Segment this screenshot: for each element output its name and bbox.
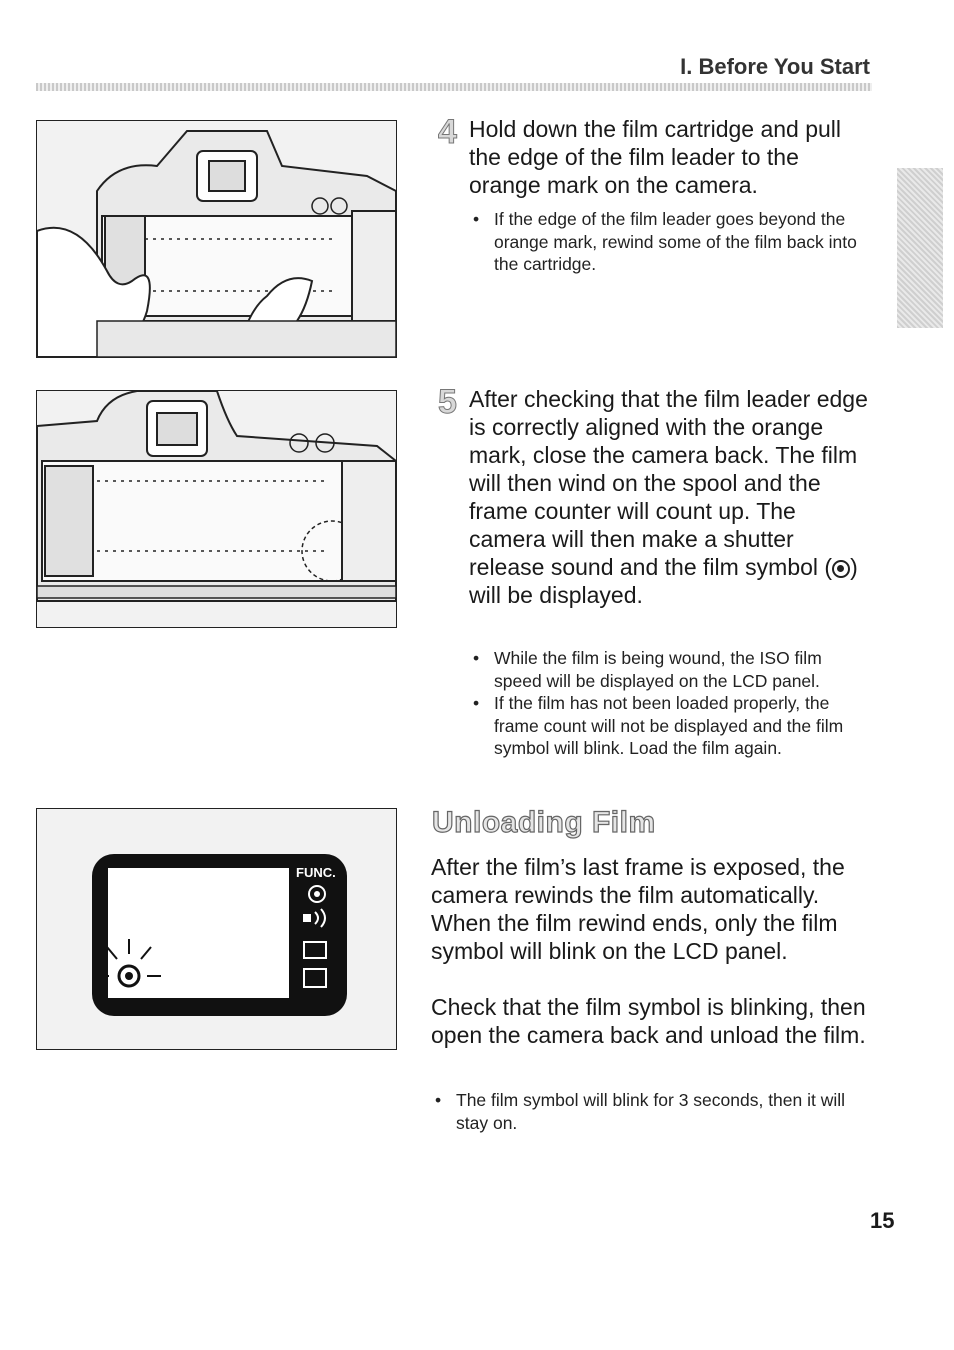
section-title: Unloading Film [432,806,656,839]
step-4-notes [470,208,872,276]
lcd-func-label: FUNC. [296,865,336,880]
unloading-paragraph-2: Check that the film symbol is blinking, then open the camera back and unload the film. [431,994,866,1048]
header-rule [36,83,872,91]
step-5-notes [470,647,872,760]
chapter-tab [897,168,943,328]
film-aligned-illustration [36,390,397,628]
step-number-5: 5 [438,383,457,421]
step-4-text: Hold down the film cartridge and pull the edge of the film leader to the orange mark on the camera. [469,116,842,198]
lcd-panel-illustration [36,808,397,1050]
step-number-4: 4 [438,113,457,151]
list-item: • The film symbol will blink for 3 seconds, then it will stay on. [432,1089,868,1134]
unloading-paragraph-1: After the film’s last frame is exposed, the camera rewinds the film automatically. When the film rewind ends, only the film symbol will blink on the LCD panel. [431,854,845,964]
list-item: • If the edge of the film leader goes beyond the orange mark, rewind some of the film back into the cartridge. [470,208,872,276]
list-item: • While the film is being wound, the ISO film speed will be displayed on the LCD panel. [470,647,872,692]
list-item: • If the film has not been loaded properly, the frame count will not be displayed and the film symbol will blink. Load the film again. [470,692,872,760]
film-loading-illustration [36,120,397,358]
step-5-text-part1: After checking that the film leader edge is correctly aligned with the orange mark, close the camera back. The film will then wind on the spool and the frame counter will count up. The camera will then make a shutter release sound and the film symbol ( [469,386,868,580]
film-symbol-icon [832,560,850,578]
page-number: 15 [870,1208,895,1233]
section-header: I. Before You Start [680,54,870,79]
step-5-text-part2: ) will be displayed. [469,554,858,608]
step-5-text [469,385,871,609]
unloading-notes [432,1089,868,1134]
